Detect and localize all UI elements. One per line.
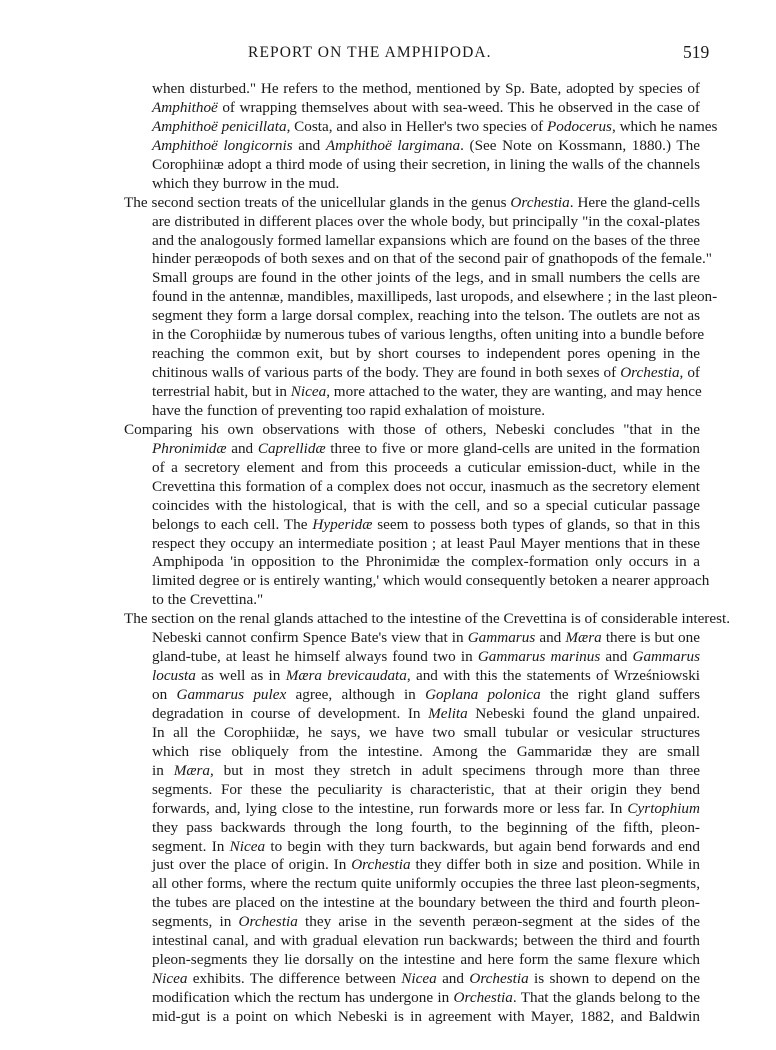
text-line: The section on the renal glands attached to the intestine of the Crevettina is of considerable interest. [124, 610, 731, 628]
text-line: locusta as well as in Mæra brevicaudata, and with this the statements of Wrześniowski [152, 667, 701, 685]
text-line: Amphithoë longicornis and Amphithoë largimana. (See Note on Kossmann, 1880.) The [152, 136, 701, 154]
text-line: Amphithoë of wrapping themselves about with sea-weed. This he observed in the case of [152, 98, 700, 116]
text-line: hinder peræopods of both sexes and on that of the second pair of gnathopods of the female." [152, 250, 712, 268]
text-line: segment they form a large dorsal complex, reaching into the telson. The outlets are not as [152, 307, 700, 325]
text-line: respect they occupy an intermediate position ; at least Paul Mayer mentions that in these [152, 534, 700, 552]
text-line: degradation in course of development. In Melita Nebeski found the gland unpaired. [152, 704, 700, 722]
text-line: belongs to each cell. The Hyperidæ seem to possess both types of glands, so that in this [152, 515, 700, 533]
text-line: of a secretory element and from this proceeds a cuticular emission-duct, while in the [152, 458, 700, 476]
running-head-title: REPORT ON THE AMPHIPODA. [248, 44, 492, 61]
text-line: coincides with the histological, that is with the cell, and so a special cuticular passage [152, 496, 700, 514]
paragraph-2 [0, 194, 776, 421]
text-line: Nebeski cannot confirm Spence Bate's view that in Gammarus and Mæra there is but one [152, 629, 700, 647]
text-line: to the Crevettina." [152, 591, 264, 609]
text-line: Small groups are found in the other joints of the legs, and in small numbers the cells are [152, 269, 700, 287]
text-line: Phronimidæ and Caprellidæ three to five or more gland-cells are united in the formation [152, 439, 700, 457]
text-line: and the analogously formed lamellar expansions which are found on the bases of the three [152, 231, 700, 249]
text-line: gland-tube, at least he himself always found two in Gammarus marinus and Gammarus [152, 648, 700, 666]
text-line: Crevettina this formation of a complex does not occur, inasmuch as the secretory element [152, 477, 700, 495]
text-line: segments, in Orchestia they arise in the seventh peræon-segment at the sides of the [152, 913, 700, 931]
text-line: which they burrow in the mud. [152, 174, 340, 192]
paragraph-4 [0, 610, 776, 1027]
text-line: mid-gut is a point on which Nebeski is in agreement with Mayer, 1882, and Baldwin [152, 1007, 700, 1025]
text-line: in the Corophiidæ by numerous tubes of various lengths, often uniting into a bundle before [152, 326, 705, 344]
text-line: just over the place of origin. In Orchestia they differ both in size and position. While in [152, 856, 700, 874]
text-line: the tubes are placed on the intestine at the boundary between the third and fourth pleon- [152, 894, 700, 912]
text-line: which rise obliquely from the intestine. Among the Gammaridæ they are small [152, 742, 700, 760]
body-text [0, 80, 776, 1027]
text-line: The second section treats of the unicellular glands in the genus Orchestia. Here the gland-cells [124, 193, 700, 211]
text-line: they pass backwards through the long fourth, to the beginning of the fifth, pleon- [152, 818, 700, 836]
text-line: in Mæra, but in most they stretch in adult specimens through more than three [152, 761, 700, 779]
text-line: forwards, and, lying close to the intestine, run forwards more or less far. In Cyrtophium [152, 799, 700, 817]
text-line: Amphipoda 'in opposition to the Phronimidæ the complex-formation only occurs in a [152, 553, 700, 571]
text-line: segments. For these the peculiarity is characteristic, that at their origin they bend [152, 780, 700, 798]
text-line: In all the Corophiidæ, he says, we have two small tubular or vesicular structures [152, 723, 700, 741]
text-line: when disturbed." He refers to the method, mentioned by Sp. Bate, adopted by species of [152, 80, 700, 97]
text-line: have the function of preventing too rapid exhalation of moisture. [152, 401, 546, 419]
text-line: found in the antennæ, mandibles, maxillipeds, last uropods, and elsewhere ; in the last pleon- [152, 288, 718, 306]
paragraph-3 [0, 421, 776, 610]
text-line: Amphithoë penicillata, Costa, and also in Heller's two species of Podocerus, which he names [152, 117, 718, 135]
text-line: reaching the common exit, but by short courses to independent pores opening in the [152, 345, 700, 363]
running-head [0, 44, 776, 68]
text-line: pleon-segments they lie dorsally on the intestine and here form the same flexure which [152, 951, 700, 969]
text-line: on Gammarus pulex agree, although in Goplana polonica the right gland suffers [152, 686, 700, 703]
text-line: Nicea exhibits. The difference between Nicea and Orchestia is shown to depend on the [152, 970, 701, 988]
text-line: modification which the rectum has undergone in Orchestia. That the glands belong to the [152, 989, 700, 1006]
text-line: terrestrial habit, but in Nicea, more attached to the water, they are wanting, and may hence [152, 383, 702, 400]
paragraph-1 [0, 80, 776, 194]
text-line: all other forms, where the rectum quite uniformly occupies the three last pleon-segments, [152, 875, 700, 893]
text-line: segment. In Nicea to begin with they turn backwards, but again bend forwards and end [152, 837, 700, 855]
text-line: chitinous walls of various parts of the body. They are found in both sexes of Orchestia, of [152, 364, 700, 382]
text-line: are distributed in different places over the whole body, but principally "in the coxal-plates [152, 212, 700, 230]
text-line: intestinal canal, and with gradual elevation run backwards; between the third and fourth [152, 932, 700, 950]
page-number: 519 [683, 42, 710, 62]
text-line: Comparing his own observations with those of others, Nebeski concludes "that in the [124, 420, 700, 438]
text-line: limited degree or is entirely wanting,' which would consequently betoken a nearer approach [152, 572, 710, 590]
text-line: Corophiinæ adopt a third mode of using their secretion, in lining the walls of the channels [152, 155, 700, 173]
